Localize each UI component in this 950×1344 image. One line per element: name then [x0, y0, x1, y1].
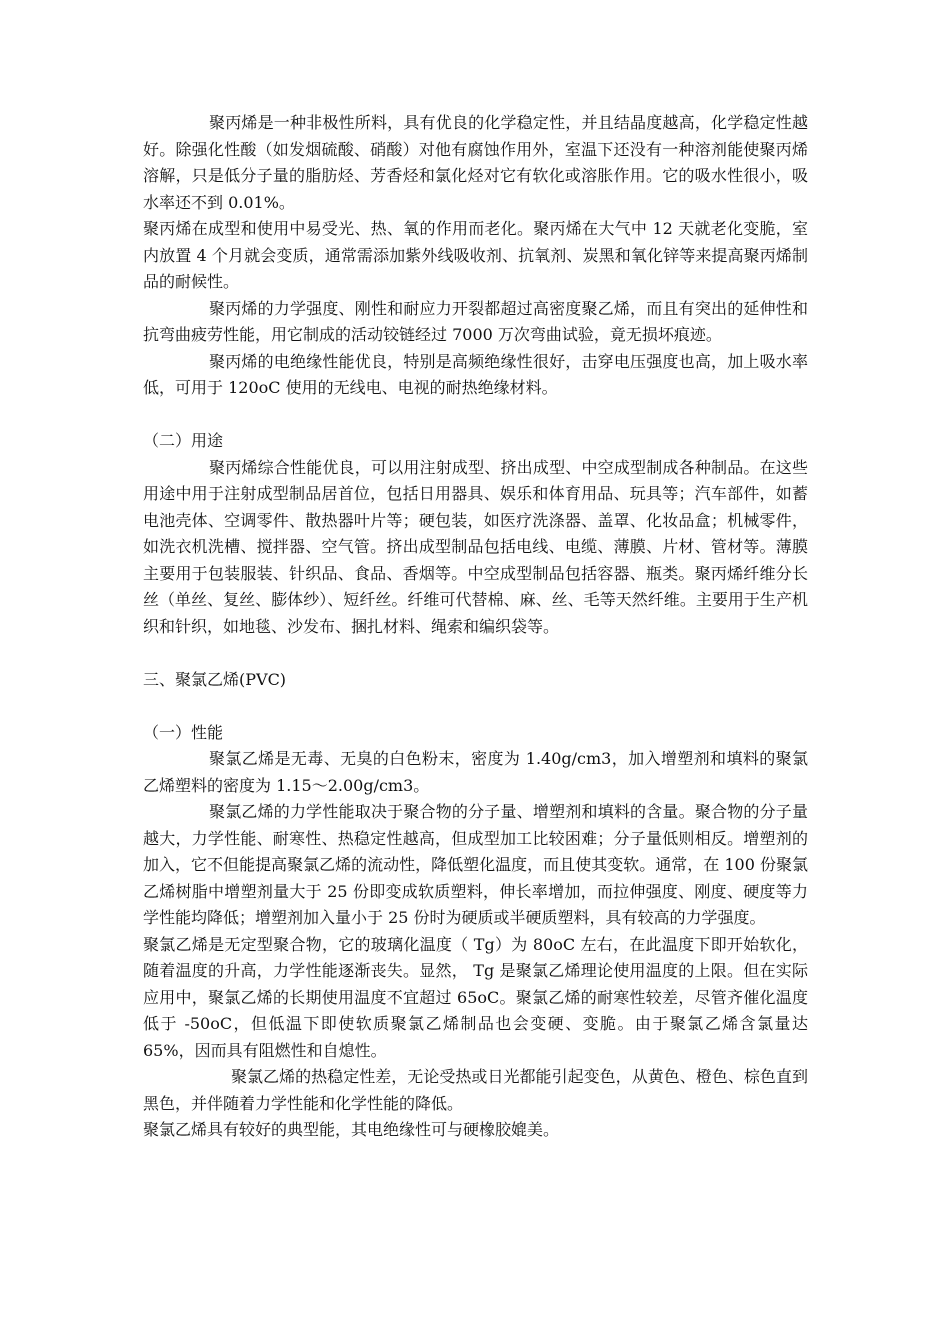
paragraph-pvc-density: 聚氯乙烯是无毒、无臭的白色粉末，密度为 1.40g/cm3，加入增塑剂和填料的聚氯乙烯塑料的密度为 1.15～2.00g/cm3。 [143, 749, 808, 795]
heading-pp-uses: （二）用途 [143, 431, 224, 450]
paragraph-pp-aging: 聚丙烯在成型和使用中易受光、热、氧的作用而老化。聚丙烯在大气中 12 天就老化变脆，室内放置 4 个月就会变质，通常需添加紫外线吸收剂、抗氧剂、炭黑和氧化锌等来提高聚丙烯制品的耐候性。 [143, 219, 808, 291]
paragraph-pp-electrical: 聚丙烯的电绝缘性能优良，特别是高频绝缘性很好，击穿电压强度也高，加上吸水率低，可用于 120oC 使用的无线电、电视的耐热绝缘材料。 [143, 351, 808, 397]
paragraph-pp-chemical-stability: 聚丙烯是一种非极性所料，具有优良的化学稳定性，并且结晶度越高，化学稳定性越好。除强化性酸（如发烟硫酸、硝酸）对他有腐蚀作用外，室温下还没有一种溶剂能使聚丙烯溶解，只是低分子量的脂肪烃、芳香烃和氯化烃对它有软化或溶胀作用。它的吸水性很小，吸水率还不到 0.01%。 [143, 113, 808, 212]
heading-pvc-properties: （一）性能 [143, 722, 224, 742]
document-body [143, 110, 808, 1144]
heading-pvc: 三、聚氯乙烯(PVC) [143, 669, 287, 689]
paragraph-pp-uses: 聚丙烯综合性能优良，可以用注射成型、挤出成型、中空成型制成各种制品。在这些用途中用于注射成型制品居首位，包括日用器具、娱乐和体育用品、玩具等；汽车部件，如蓄电池壳体、空调零件、散热器叶片等；硬包装，如医疗洗涤器、盖罩、化妆品盒；机械零件，如洗衣机洗槽、搅拌器、空气管。挤出成型制品包括电线、电缆、薄膜、片材、管材等。薄膜主要用于包装服装、针织品、食品、香烟等。中空成型制品包括容器、瓶类。聚丙烯纤维分长丝（单丝、复丝、膨体纱）、短纤丝。纤维可代替棉、麻、丝、毛等天然纤维。主要用于生产机织和针织，如地毯、沙发布、捆扎材料、绳索和编织袋等。 [143, 457, 808, 636]
spacer [143, 402, 808, 429]
spacer [143, 640, 808, 667]
paragraph-pvc-thermal-stability: 聚氯乙烯的热稳定性差，无论受热或日光都能引起变色，从黄色、橙色、棕色直到黑色，并伴随着力学性能和化学性能的降低。 [143, 1067, 808, 1113]
spacer [143, 693, 808, 720]
paragraph-pvc-mechanical: 聚氯乙烯的力学性能取决于聚合物的分子量、增塑剂和填料的含量。聚合物的分子量越大，力学性能、耐寒性、热稳定性越高，但成型加工比较困难；分子量低则相反。增塑剂的加入，它不但能提高聚氯乙烯的流动性，降低塑化温度，而且使其变软。通常，在 100 份聚氯乙烯树脂中增塑剂量大于 25 份即变成软质塑料，伸长率增加，而拉伸强度、刚度、硬度等力学性能均降低；增塑剂加入量小于 25 份时为硬质或半硬质塑料，具有较高的力学强度。 [143, 802, 808, 927]
paragraph-pvc-electrical: 聚氯乙烯具有较好的典型能，其电绝缘性可与硬橡胶媲美。 [143, 1120, 560, 1139]
paragraph-pp-mechanical: 聚丙烯的力学强度、刚性和耐应力开裂都超过高密度聚乙烯，而且有突出的延伸性和抗弯曲疲劳性能，用它制成的活动铰链经过 7000 万次弯曲试验，竟无损坏痕迹。 [143, 298, 808, 344]
paragraph-pvc-glass-transition: 聚氯乙烯是无定型聚合物，它的玻璃化温度（ Tg）为 80oC 左右，在此温度下即开始软化，随着温度的升高，力学性能逐渐丧失。显然， Tg 是聚氯乙烯理论使用温度的上限。但在实际应用中，聚氯乙烯的长期使用温度不宜超过 65oC。聚氯乙烯的耐寒性较差，尽管齐催化温度低于 -50oC，但低温下即使软质聚氯乙烯制品也会变硬、变脆。由于聚氯乙烯含氯量达 65%，因而具有阻燃性和自熄性。 [143, 934, 808, 1060]
